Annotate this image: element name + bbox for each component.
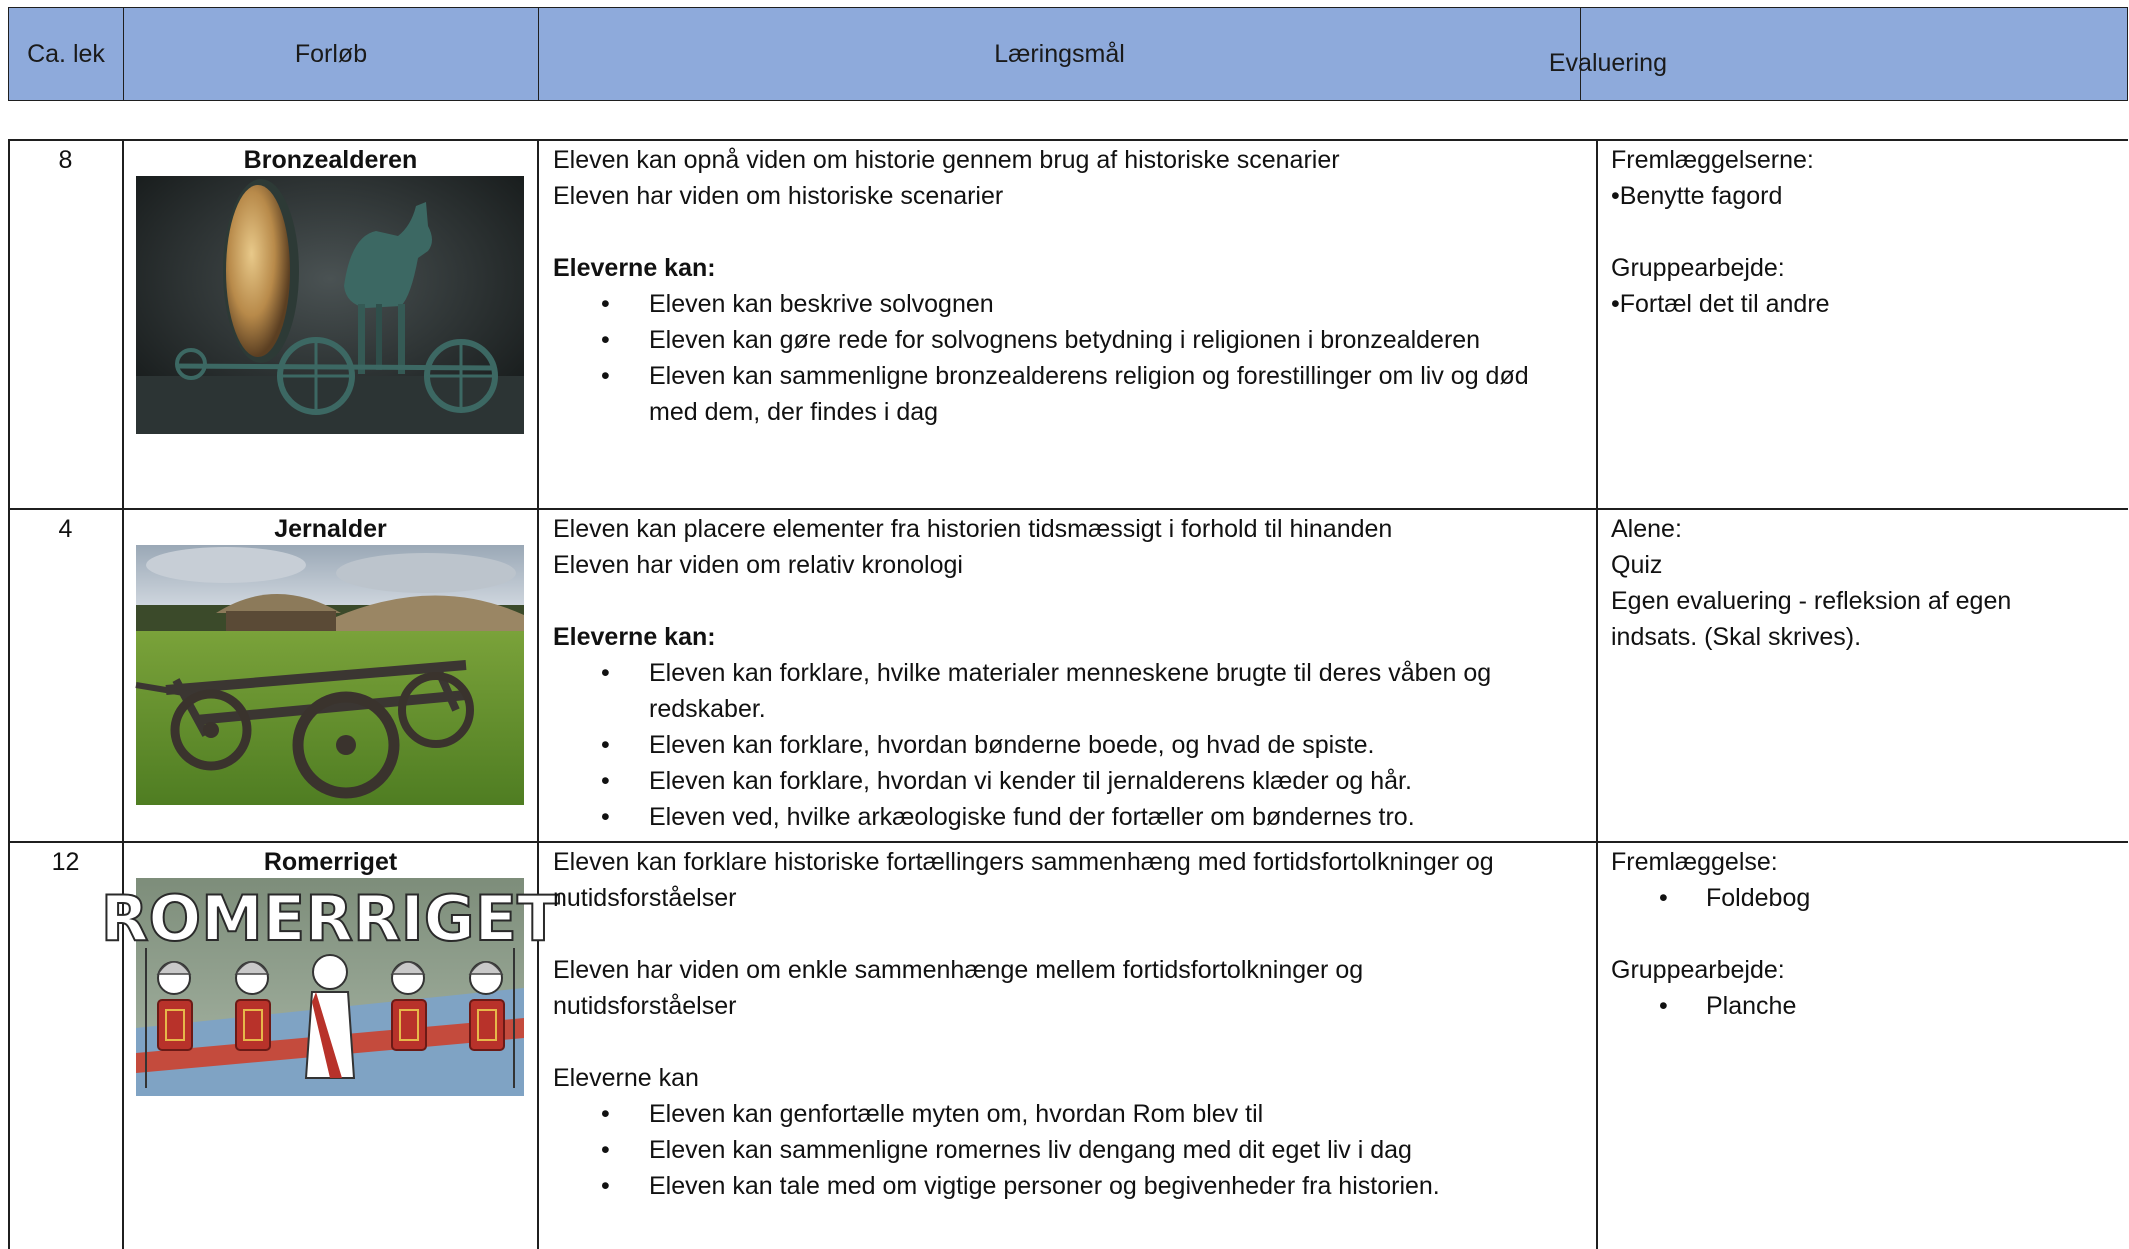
curriculum-table [8, 139, 2128, 1249]
goal-text: Eleven kan opnå viden om historie gennem brug af historiske scenarier [553, 146, 1340, 174]
course-title: Jernalder [274, 515, 387, 543]
list-item: • Eleven kan beskrive solvognen [553, 286, 1593, 322]
goals-heading: Eleverne kan: [553, 623, 716, 651]
goal-text: Eleven har viden om historiske scenarier [553, 182, 1004, 210]
goal-text: Eleven kan placere elementer fra historien tidsmæssigt i forhold til hinanden [553, 515, 1393, 543]
table-header [8, 7, 2128, 101]
list-item: • Eleven kan tale med om vigtige personer og begivenheder fra historien. [553, 1168, 1593, 1204]
illustration-title: ROMERRIGET [100, 882, 560, 955]
list-item: • Planche [1611, 988, 2116, 1024]
eval-text: •Fortæl det til andre [1611, 290, 1830, 318]
sun-chariot-photo [136, 176, 524, 434]
lesson-count: 8 [58, 146, 73, 174]
list-item: • Eleven kan genfortælle myten om, hvordan Rom blev til [553, 1096, 1593, 1132]
evaluation [1611, 841, 2116, 1024]
course-title: Romerriget [263, 848, 398, 876]
header-evaluation: Evaluering [1548, 49, 1667, 77]
header-lessons: Ca. lek [9, 8, 124, 100]
romerriget-illustration [100, 878, 560, 1096]
goals-heading: Eleverne kan: [553, 254, 716, 282]
eval-text: •Benytte fagord [1611, 182, 1783, 210]
iron-age-wagon-photo [136, 545, 524, 805]
learning-goals [553, 841, 1593, 1204]
learning-goals [553, 139, 1593, 430]
goal-text: Eleven har viden om enkle sammenhænge mellem fortidsfortolkninger og nutidsforståelser [553, 956, 1364, 1020]
list-item: • Eleven kan forklare, hvordan bønderne boede, og hvad de spiste. [553, 727, 1593, 763]
lesson-count: 4 [58, 515, 73, 543]
list-item: • Eleven kan forklare, hvilke materialer menneskene brugte til deres våben og redskaber. [553, 655, 1593, 727]
course-title: Bronzealderen [243, 146, 418, 174]
goal-text: Eleven kan forklare historiske fortællingers sammenhæng med fortidsfortolkninger og nutidsforståelser [553, 848, 1494, 912]
list-item: • Foldebog [1611, 880, 2116, 916]
evaluation [1611, 508, 2071, 655]
eval-text: Fremlæggelse: [1611, 848, 1778, 876]
list-item: • Eleven ved, hvilke arkæologiske fund der fortæller om bøndernes tro. [553, 799, 1593, 835]
eval-text: Alene: [1611, 515, 1682, 543]
goal-text: Eleven har viden om relativ kronologi [553, 551, 963, 579]
list-item: • Eleven kan sammenligne romernes liv dengang med dit eget liv i dag [553, 1132, 1593, 1168]
list-item: • Eleven kan sammenligne bronzealderens religion og forestillinger om liv og død med dem, der findes i dag [553, 358, 1593, 430]
learning-goals [553, 508, 1593, 835]
evaluation [1611, 139, 2116, 322]
eval-text: Gruppearbejde: [1611, 956, 1785, 984]
lesson-count: 12 [51, 848, 80, 876]
eval-text: Egen evaluering - refleksion af egen indsats. (Skal skrives). [1611, 587, 2012, 651]
goals-heading: Eleverne kan [553, 1064, 699, 1092]
list-item: • Eleven kan gøre rede for solvognens betydning i religionen i bronzealderen [553, 322, 1593, 358]
eval-text: Gruppearbejde: [1611, 254, 1785, 282]
eval-text: Quiz [1611, 551, 1663, 579]
eval-text: Fremlæggelserne: [1611, 146, 1814, 174]
header-course: Forløb [124, 8, 539, 100]
header-learning-goals: Læringsmål [539, 8, 1581, 100]
list-item: • Eleven kan forklare, hvordan vi kender til jernalderens klæder og hår. [553, 763, 1593, 799]
